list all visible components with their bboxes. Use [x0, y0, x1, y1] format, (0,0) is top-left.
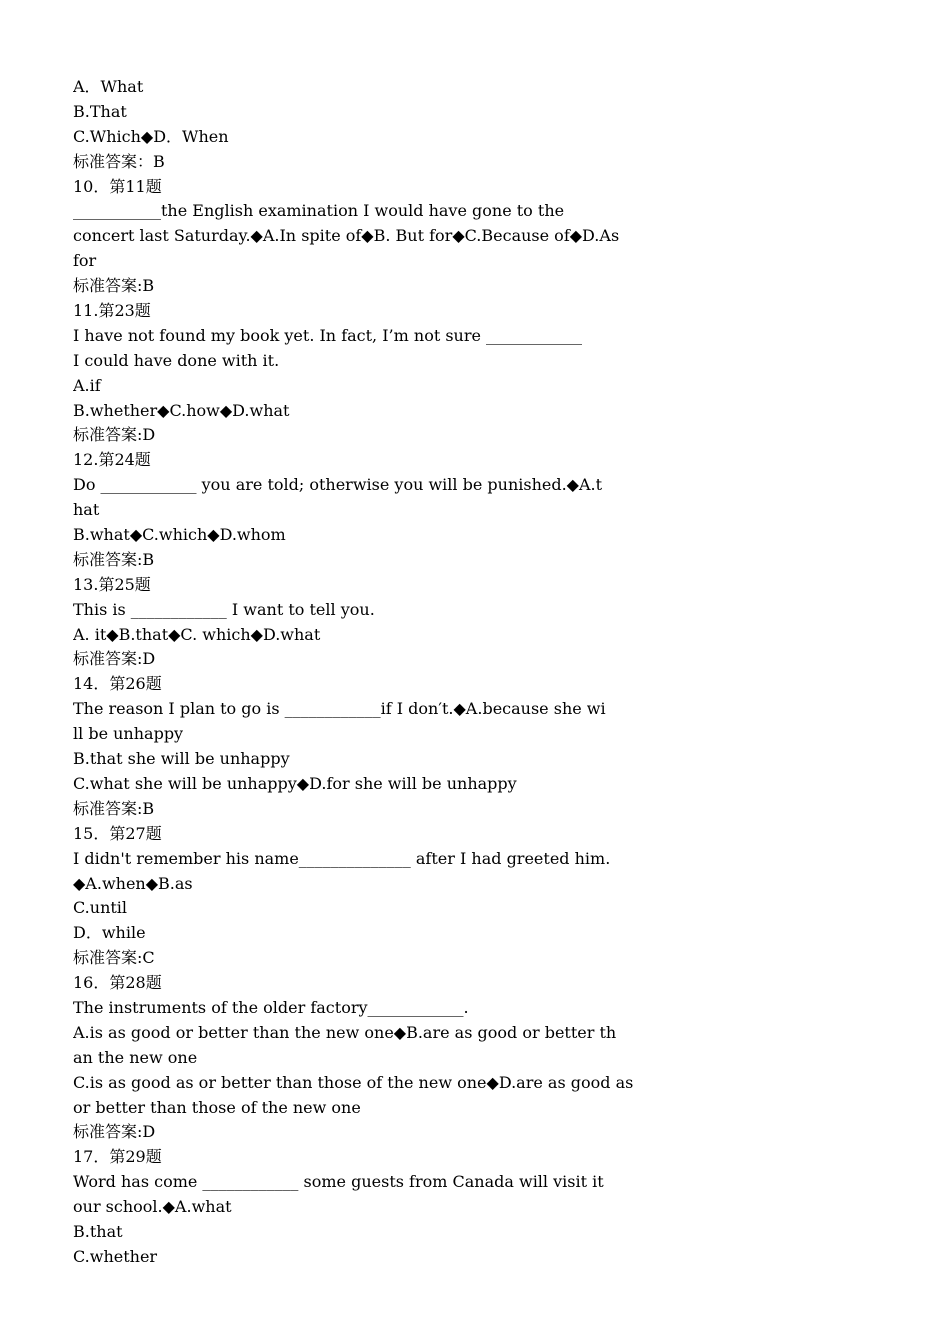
question-heading: 16．第28题: [73, 973, 162, 993]
text-line: ll be unhappy: [73, 724, 184, 744]
question-heading: 13.第25题: [73, 574, 151, 594]
text-line: Word has come ____________ some guests from Canada will visit it: [73, 1172, 604, 1192]
text-line: I didn't remember his name______________ after I had greeted him.: [73, 848, 611, 868]
text-line: A. it◆B.that◆C. which◆D.what: [73, 624, 321, 644]
text-line: A.if: [73, 375, 101, 395]
text-line: I could have done with it.: [73, 350, 280, 370]
text-line: B.that she will be unhappy: [73, 749, 290, 769]
answer-line: 标准答案:D: [73, 425, 156, 445]
text-line: C.whether: [73, 1246, 158, 1266]
answer-line: 标准答案:D: [73, 1122, 156, 1142]
question-heading: 10．第11题: [73, 176, 162, 196]
text-line: hat: [73, 500, 100, 520]
text-line: D．while: [73, 923, 146, 943]
text-line: The reason I plan to go is ____________if I don′t.◆A.because she wi: [73, 699, 606, 719]
text-line: Do ____________ you are told; otherwise you will be punished.◆A.t: [73, 475, 603, 495]
text-line: A.is as good or better than the new one◆B.are as good or better th: [73, 1022, 617, 1042]
text-line: or better than those of the new one: [73, 1097, 361, 1117]
text-line: our school.◆A.what: [73, 1197, 232, 1217]
question-heading: 12.第24题: [73, 450, 151, 470]
document-body: [73, 75, 883, 1270]
text-line: B.whether◆C.how◆D.what: [73, 400, 290, 420]
question-heading: 14．第26题: [73, 674, 162, 694]
question-heading: 15．第27题: [73, 823, 162, 843]
text-line: I have not found my book yet. In fact, I’m not sure ____________: [73, 325, 583, 345]
text-line: B.That: [73, 101, 127, 121]
answer-line: 标准答案:B: [73, 798, 155, 818]
answer-line: 标准答案:D: [73, 649, 156, 669]
answer-line: 标准答案:B: [73, 276, 155, 296]
text-line: B.what◆C.which◆D.whom: [73, 525, 286, 545]
text-line: concert last Saturday.◆A.In spite of◆B. But for◆C.Because of◆D.As: [73, 226, 620, 246]
text-line: C.until: [73, 898, 128, 918]
text-line: A．What: [73, 77, 144, 96]
text-line: an the new one: [73, 1047, 198, 1067]
text-line: C.what she will be unhappy◆D.for she will be unhappy: [73, 773, 517, 793]
question-heading: 17．第29题: [73, 1147, 162, 1167]
answer-line: 标准答案:B: [73, 549, 155, 569]
text-line: C.is as good as or better than those of the new one◆D.are as good as: [73, 1072, 634, 1092]
text-line: This is ____________ I want to tell you.: [73, 599, 375, 619]
answer-line: 标准答案：B: [73, 151, 165, 171]
text-line: ___________the English examination I would have gone to the: [73, 201, 565, 221]
text-line: ◆A.when◆B.as: [73, 873, 193, 893]
text-line: The instruments of the older factory____________.: [73, 997, 469, 1017]
question-heading: 11.第23题: [73, 301, 151, 321]
text-line: B.that: [73, 1221, 123, 1241]
text-line: C.Which◆D．When: [73, 126, 229, 146]
text-line: for: [73, 251, 97, 271]
answer-line: 标准答案:C: [73, 948, 155, 968]
